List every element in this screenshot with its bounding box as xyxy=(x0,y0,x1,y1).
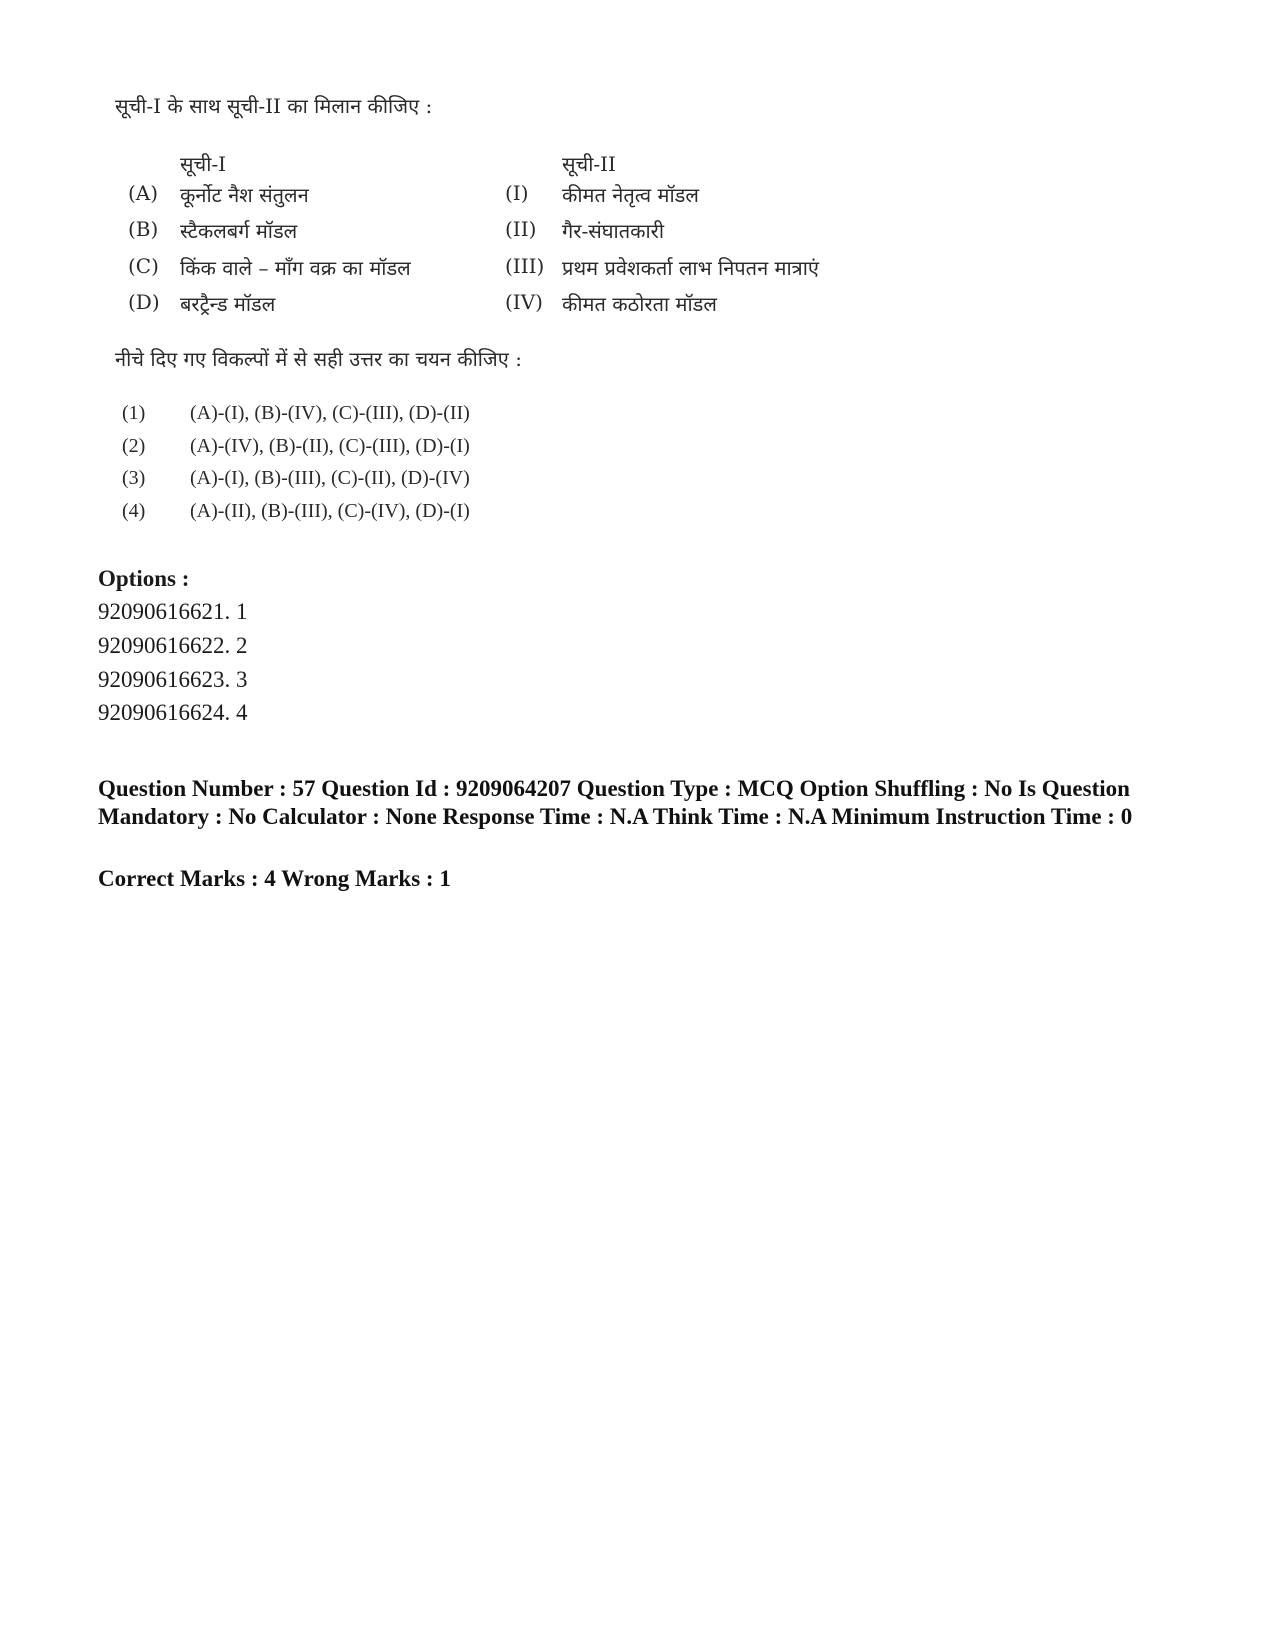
option-item: 92090616621. 1 xyxy=(98,599,248,624)
answer-choice xyxy=(100,435,860,467)
list2-label: (II) xyxy=(505,217,537,241)
list2-item: प्रथम प्रवेशकर्ता लाभ निपतन मात्राएं xyxy=(562,256,819,280)
list1-item: स्टैकलबर्ग मॉडल xyxy=(180,219,298,243)
match-row xyxy=(100,217,860,249)
list2-label: (III) xyxy=(505,254,545,278)
answer-choice xyxy=(100,402,860,434)
marks-info: Correct Marks : 4 Wrong Marks : 1 xyxy=(98,866,451,891)
list2-item: कीमत कठोरता मॉडल xyxy=(562,292,717,316)
list2-label: (IV) xyxy=(505,290,543,314)
list2-label: (I) xyxy=(505,181,529,205)
choice-number: (3) xyxy=(122,467,146,489)
choice-text: (A)-(I), (B)-(IV), (C)-(III), (D)-(II) xyxy=(190,402,470,424)
list1-label: (A) xyxy=(128,181,159,205)
list2-heading: सूची-II xyxy=(562,152,616,176)
list1-label: (B) xyxy=(128,217,159,241)
choice-number: (2) xyxy=(122,435,146,457)
list2-item: कीमत नेतृत्व मॉडल xyxy=(562,183,699,207)
choice-text: (A)-(II), (B)-(III), (C)-(IV), (D)-(I) xyxy=(190,500,470,522)
choice-text: (A)-(IV), (B)-(II), (C)-(III), (D)-(I) xyxy=(190,435,470,457)
option-item: 92090616622. 2 xyxy=(98,633,248,658)
list1-item: बरट्रैन्ड मॉडल xyxy=(180,292,276,316)
choice-text: (A)-(I), (B)-(III), (C)-(II), (D)-(IV) xyxy=(190,467,470,489)
choice-number: (4) xyxy=(122,500,146,522)
match-row xyxy=(100,254,860,286)
question-intro: सूची-I के साथ सूची-II का मिलान कीजिए : xyxy=(115,94,433,118)
option-item: 92090616624. 4 xyxy=(98,700,248,725)
list1-item: कूर्नोट नैश संतुलन xyxy=(180,183,309,207)
question-image xyxy=(100,80,860,550)
list1-item: किंक वाले – माँग वक्र का मॉडल xyxy=(180,256,411,280)
question-metadata: Question Number : 57 Question Id : 9209064207 Question Type : MCQ Option Shuffling : No Is Question Mandatory : No Calculator : None Response Time : N.A Think Time : N.A Minimum Instruction Time : 0 xyxy=(98,776,1133,829)
choose-instruction: नीचे दिए गए विकल्पों में से सही उत्तर का चयन कीजिए : xyxy=(115,347,522,371)
choice-number: (1) xyxy=(122,402,146,424)
list1-label: (C) xyxy=(128,254,159,278)
list1-heading: सूची-I xyxy=(180,152,227,176)
answer-choice xyxy=(100,500,860,532)
list1-label: (D) xyxy=(128,290,160,314)
match-row xyxy=(100,290,860,322)
option-item: 92090616623. 3 xyxy=(98,667,248,692)
options-label: Options : xyxy=(98,566,190,591)
list2-item: गैर-संघातकारी xyxy=(562,219,665,243)
answer-choice xyxy=(100,467,860,499)
match-row xyxy=(100,181,860,213)
